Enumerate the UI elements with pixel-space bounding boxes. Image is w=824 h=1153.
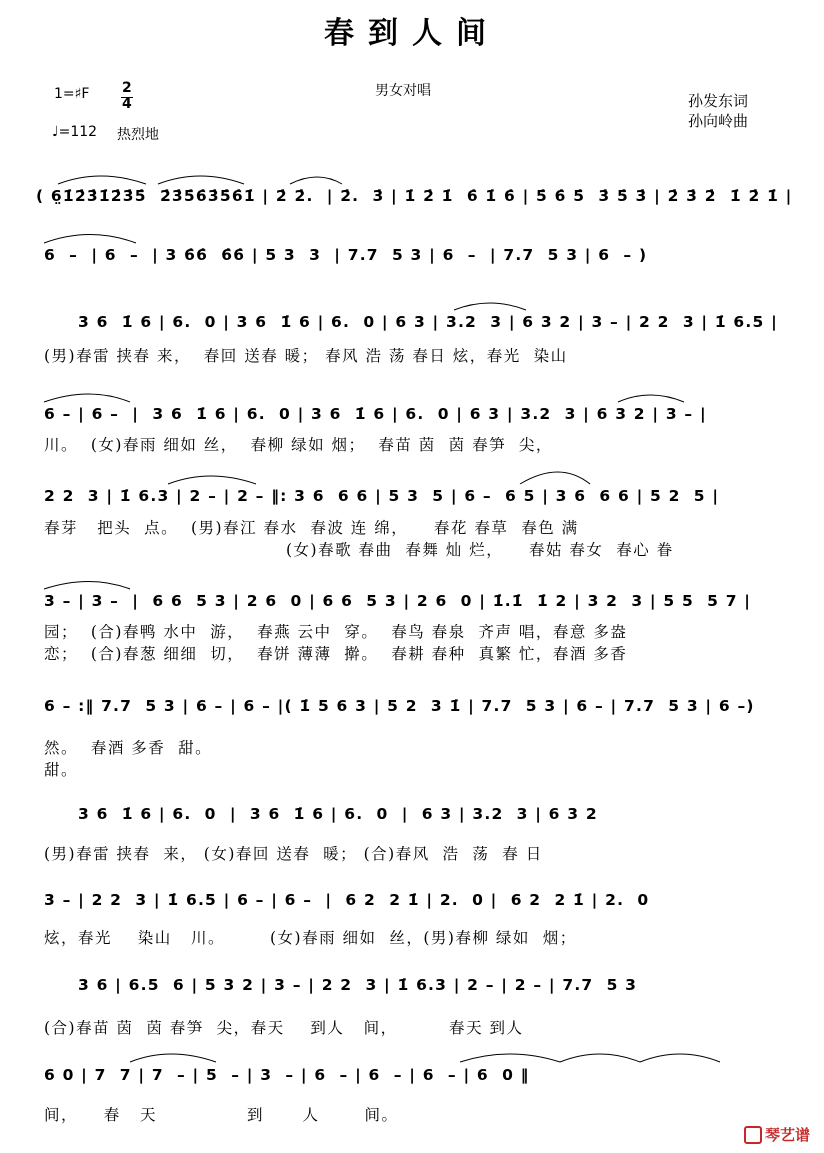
notation-line-5: 2 2 3 | 1̇ 6.3 | 2 – | 2 – ‖: 3 6 6 6 | 5 3 5 | 6 – 6 5 | 3 6 6 6 | 5 2 5 |	[44, 487, 720, 505]
notation-line-10: 3 6 | 6.5 6 | 5 3 2 | 3 – | 2 2 3 | 1̇ 6.3 | 2 – | 2 – | 7.7 5 3	[78, 976, 638, 994]
site-logo-text: 琴艺谱	[764, 1126, 810, 1144]
lyric-line-3: 春芽 把头 点。 (男)春江 春水 春波 连 绵， 春花 春草 春色 满	[44, 519, 579, 537]
slur-mark	[158, 176, 244, 184]
lyric-line-12: 间， 春 天 到 人 间。	[44, 1106, 399, 1124]
slur-mark	[640, 1054, 720, 1062]
logo-icon	[744, 1126, 762, 1144]
notation-line-3: 3 6 1̇ 6 | 6. 0 | 3 6 1̇ 6 | 6. 0 | 6 3 | 3.2 3 | 6 3 2 | 3 – | 2 2 3 | 1̇ 6.5 |	[78, 313, 778, 331]
lyricist-credit: 孙发东词	[688, 92, 749, 110]
time-signature-bottom: 4	[122, 96, 132, 112]
notation-line-2: 6 – | 6 – | 3 6̇6̇ 6̇6̇ | 5 3 3 | 7.7 5 3 | 6 – | 7.7 5 3 | 6 – )	[44, 246, 648, 264]
notation-line-11: 6 0 | 7 7 | 7 – | 5 – | 3 – | 6 – | 6 – | 6 – | 6 0 ‖	[44, 1066, 530, 1084]
slur-mark	[290, 177, 342, 184]
slur-mark	[168, 476, 256, 484]
performance-note: 男女对唱	[375, 83, 431, 99]
slur-mark	[454, 303, 526, 310]
slur-mark	[44, 394, 130, 402]
slur-mark	[44, 235, 136, 244]
lyric-line-10: 炫，春光 染山 川。 (女)春雨 细如 丝，(男)春柳 绿如 烟；	[44, 929, 577, 947]
notation-line-8: 3 6 1̇ 6 | 6. 0 | 3 6 1̇ 6 | 6. 0 | 6 3 | 3.2 3 | 6 3 2	[78, 805, 598, 823]
lyric-line-9: (男)春雷 挟春 来， (女)春回 送春 暖； (合)春风 浩 荡 春 日	[44, 845, 543, 863]
expression-marking: 热烈地	[117, 127, 159, 143]
tempo-marking: ♩=112	[52, 124, 98, 140]
lyric-line-2: 川。 (女)春雨 细如 丝， 春柳 绿如 烟； 春苗 茵 茵 春笋 尖，	[44, 436, 553, 454]
slur-mark	[460, 1054, 560, 1062]
lyric-line-4: (女)春歌 春曲 春舞 灿 烂， 春姑 春女 春心 眷	[286, 541, 674, 559]
song-title: 春到人间	[324, 16, 500, 51]
slur-mark	[58, 176, 146, 184]
notation-line-1: ( 6̤1̇2̇3̇1̇2̇3̇5̇ 2̇3̇5̇6̇3̇5̇6̇1̇ | 2̇ 2̇. | 2̇. 3̇ | 1̇ 2̇ 1̇ 6̇ 1̇ 6̇ | 5̇ 6̇ 5̇ 3̇ 5̇ 3̇ | 2̇ 3̇ 2̇ 1̇ 2̇ 1̇ |	[36, 187, 793, 205]
composer-credit: 孙向岭曲	[688, 112, 749, 130]
slur-mark	[44, 582, 130, 590]
slur-mark	[520, 472, 590, 484]
slur-mark	[130, 1054, 216, 1062]
lyric-line-11: (合)春苗 茵 茵 春笋 尖，春天 到人 间， 春天 到人	[44, 1019, 524, 1037]
notation-line-6: 3 – | 3 – | 6 6 5 3 | 2 6 0 | 6 6 5 3 | 2 6 0 | 1̇.1̇ 1̇ 2 | 3 2 3 | 5 5 5 7 |	[44, 592, 752, 610]
lyric-line-6: 恋； (合)春葱 细细 切， 春饼 薄薄 擀。 春耕 春种 真繁 忙，春酒 多香	[44, 645, 628, 663]
time-signature-top: 2	[122, 80, 132, 96]
lyric-line-1: (男)春雷 挟春 来， 春回 送春 暖； 春风 浩 荡 春日 炫，春光 染山	[44, 347, 568, 365]
lyric-line-8: 甜。	[44, 761, 79, 779]
key-signature: 1=♯F	[54, 86, 90, 102]
notation-line-9: 3 – | 2 2 3 | 1̇ 6.5 | 6 – | 6 – | 6 2 2 1̇ | 2. 0 | 6 2 2 1̇ | 2. 0	[44, 891, 650, 909]
lyric-line-5: 园； (合)春鸭 水中 游， 春燕 云中 穿。 春鸟 春泉 齐声 唱，春意 多盎	[44, 623, 628, 641]
slur-mark	[560, 1054, 640, 1062]
notation-line-7: 6 – :‖ 7.7 5 3 | 6 – | 6 – |( 1̇ 5 6 3 | 5 2 3 1̇ | 7.7 5 3 | 6 – | 7.7 5 3 | 6 –)	[44, 697, 755, 715]
notation-line-4: 6 – | 6 – | 3 6 1̇ 6 | 6. 0 | 3 6 1̇ 6 | 6. 0 | 6 3 | 3.2 3 | 6 3 2 | 3 – |	[44, 405, 707, 423]
site-logo	[744, 1124, 810, 1145]
lyric-line-7: 然。 春酒 多香 甜。	[44, 739, 213, 757]
slur-mark	[618, 395, 684, 402]
